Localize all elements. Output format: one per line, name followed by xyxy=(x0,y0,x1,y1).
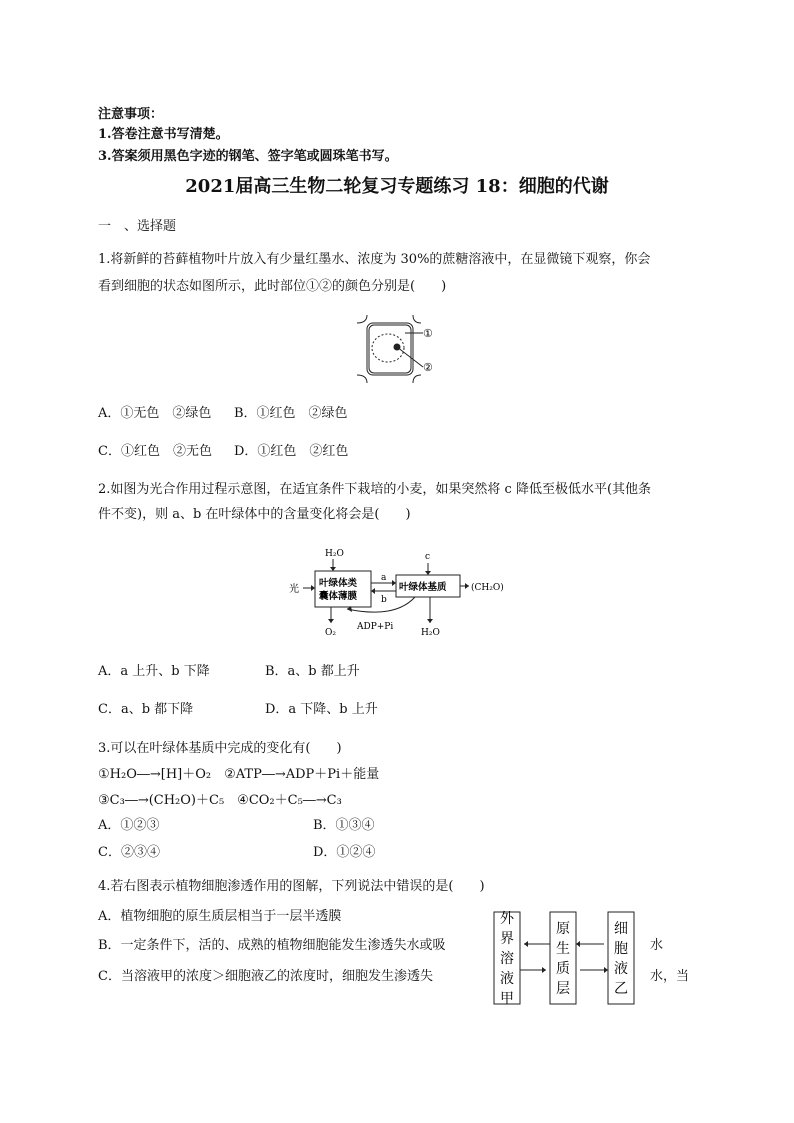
q4-option-a: A．植物细胞的原生质层相当于一层半透膜 xyxy=(98,909,342,924)
q1-label-2: ② xyxy=(423,361,433,374)
q3-line2: ③C₃―→(CH₂O)＋C₅ ④CO₂＋C₅―→C₃ xyxy=(98,793,342,808)
q3-option-c: C．②③④ xyxy=(98,845,160,860)
notice-item-1: 1.答卷注意书写清楚。 xyxy=(98,127,229,142)
q1-option-d: D．①红色 ②红色 xyxy=(234,444,349,459)
q4-osmosis-diagram xyxy=(490,908,640,1008)
q3-line1: ①H₂O―→[H]＋O₂ ②ATP―→ADP＋Pi＋能量 xyxy=(98,767,380,782)
q4-option-c: C．当溶液甲的浓度＞细胞液乙的浓度时，细胞发生渗透失 xyxy=(98,969,433,984)
q2-stem-line2: 件不变)，则 a、b 在叶绿体中的含量变化将会是( ) xyxy=(98,507,411,522)
q1-cell-figure xyxy=(355,315,445,385)
section-heading: 一 、选择题 xyxy=(98,219,177,234)
q2-option-b: B．a、b 都上升 xyxy=(265,664,360,679)
q2-option-a: A．a 上升、b 下降 xyxy=(98,664,210,679)
q4-option-b: B．一定条件下，活的、成熟的植物细胞能发生渗透失水或吸 xyxy=(98,938,446,953)
q2-photosynthesis-diagram xyxy=(285,543,515,643)
q4-box-outer-solution: 外界溶液甲 xyxy=(500,911,514,1007)
q2-box2: 叶绿体基质 xyxy=(399,582,447,593)
q3-stem: 3.可以在叶绿体基质中完成的变化有( ) xyxy=(98,741,342,756)
q3-option-d: D．①②④ xyxy=(313,845,376,860)
q1-option-c: C．①红色 ②无色 xyxy=(98,444,212,459)
q2-label-c: c xyxy=(425,552,431,562)
notice-item-3: 3.答案须用黑色字迹的钢笔、签字笔或圆珠笔书写。 xyxy=(98,149,398,164)
q2-h2o-in: H₂O xyxy=(325,549,344,559)
q4-option-c-tail: 水，当 xyxy=(650,969,690,984)
q4-option-b-tail: 水 xyxy=(650,938,664,953)
q4-box-protoplasm-layer: 原生质层 xyxy=(556,921,570,997)
page-title: 2021届高三生物二轮复习专题练习 18：细胞的代谢 xyxy=(185,176,609,197)
q2-option-d: D．a 下降、b 上升 xyxy=(265,702,378,717)
q2-box1-line1: 叶绿体类 xyxy=(319,578,358,589)
q3-option-a: A．①②③ xyxy=(98,818,160,833)
q2-box1-line2: 囊体薄膜 xyxy=(319,591,358,602)
q2-light: 光 xyxy=(289,584,299,595)
q2-option-c: C．a、b 都下降 xyxy=(98,702,194,717)
q1-stem-line2: 看到细胞的状态如图所示，此时部位①②的颜色分别是( ) xyxy=(98,279,447,294)
notice-heading: 注意事项： xyxy=(98,107,164,122)
q3-option-b: B．①③④ xyxy=(313,818,375,833)
q4-stem: 4.若右图表示植物细胞渗透作用的图解，下列说法中错误的是( ) xyxy=(98,879,485,894)
q2-label-a: a xyxy=(381,573,387,583)
q2-o2: O₂ xyxy=(325,628,336,638)
q1-stem-line1: 1.将新鲜的苔藓植物叶片放入有少量红墨水、浓度为 30%的蔗糖溶液中，在显微镜下观察，你会 xyxy=(98,252,651,267)
q2-label-b: b xyxy=(381,595,387,605)
q2-stem-line1: 2.如图为光合作用过程示意图，在适宜条件下栽培的小麦，如果突然将 c 降低至极低水平(其他条 xyxy=(98,482,652,497)
q4-box-cell-sap: 细胞液乙 xyxy=(614,921,628,997)
q2-adp: ADP+Pi xyxy=(357,622,394,632)
q1-option-a: A．①无色 ②绿色 xyxy=(98,406,212,421)
q1-label-1: ① xyxy=(423,327,433,340)
q2-h2o-out: H₂O xyxy=(421,628,440,638)
q1-option-b: B．①红色 ②绿色 xyxy=(234,406,348,421)
q2-product: (CH₂O) xyxy=(471,583,504,593)
